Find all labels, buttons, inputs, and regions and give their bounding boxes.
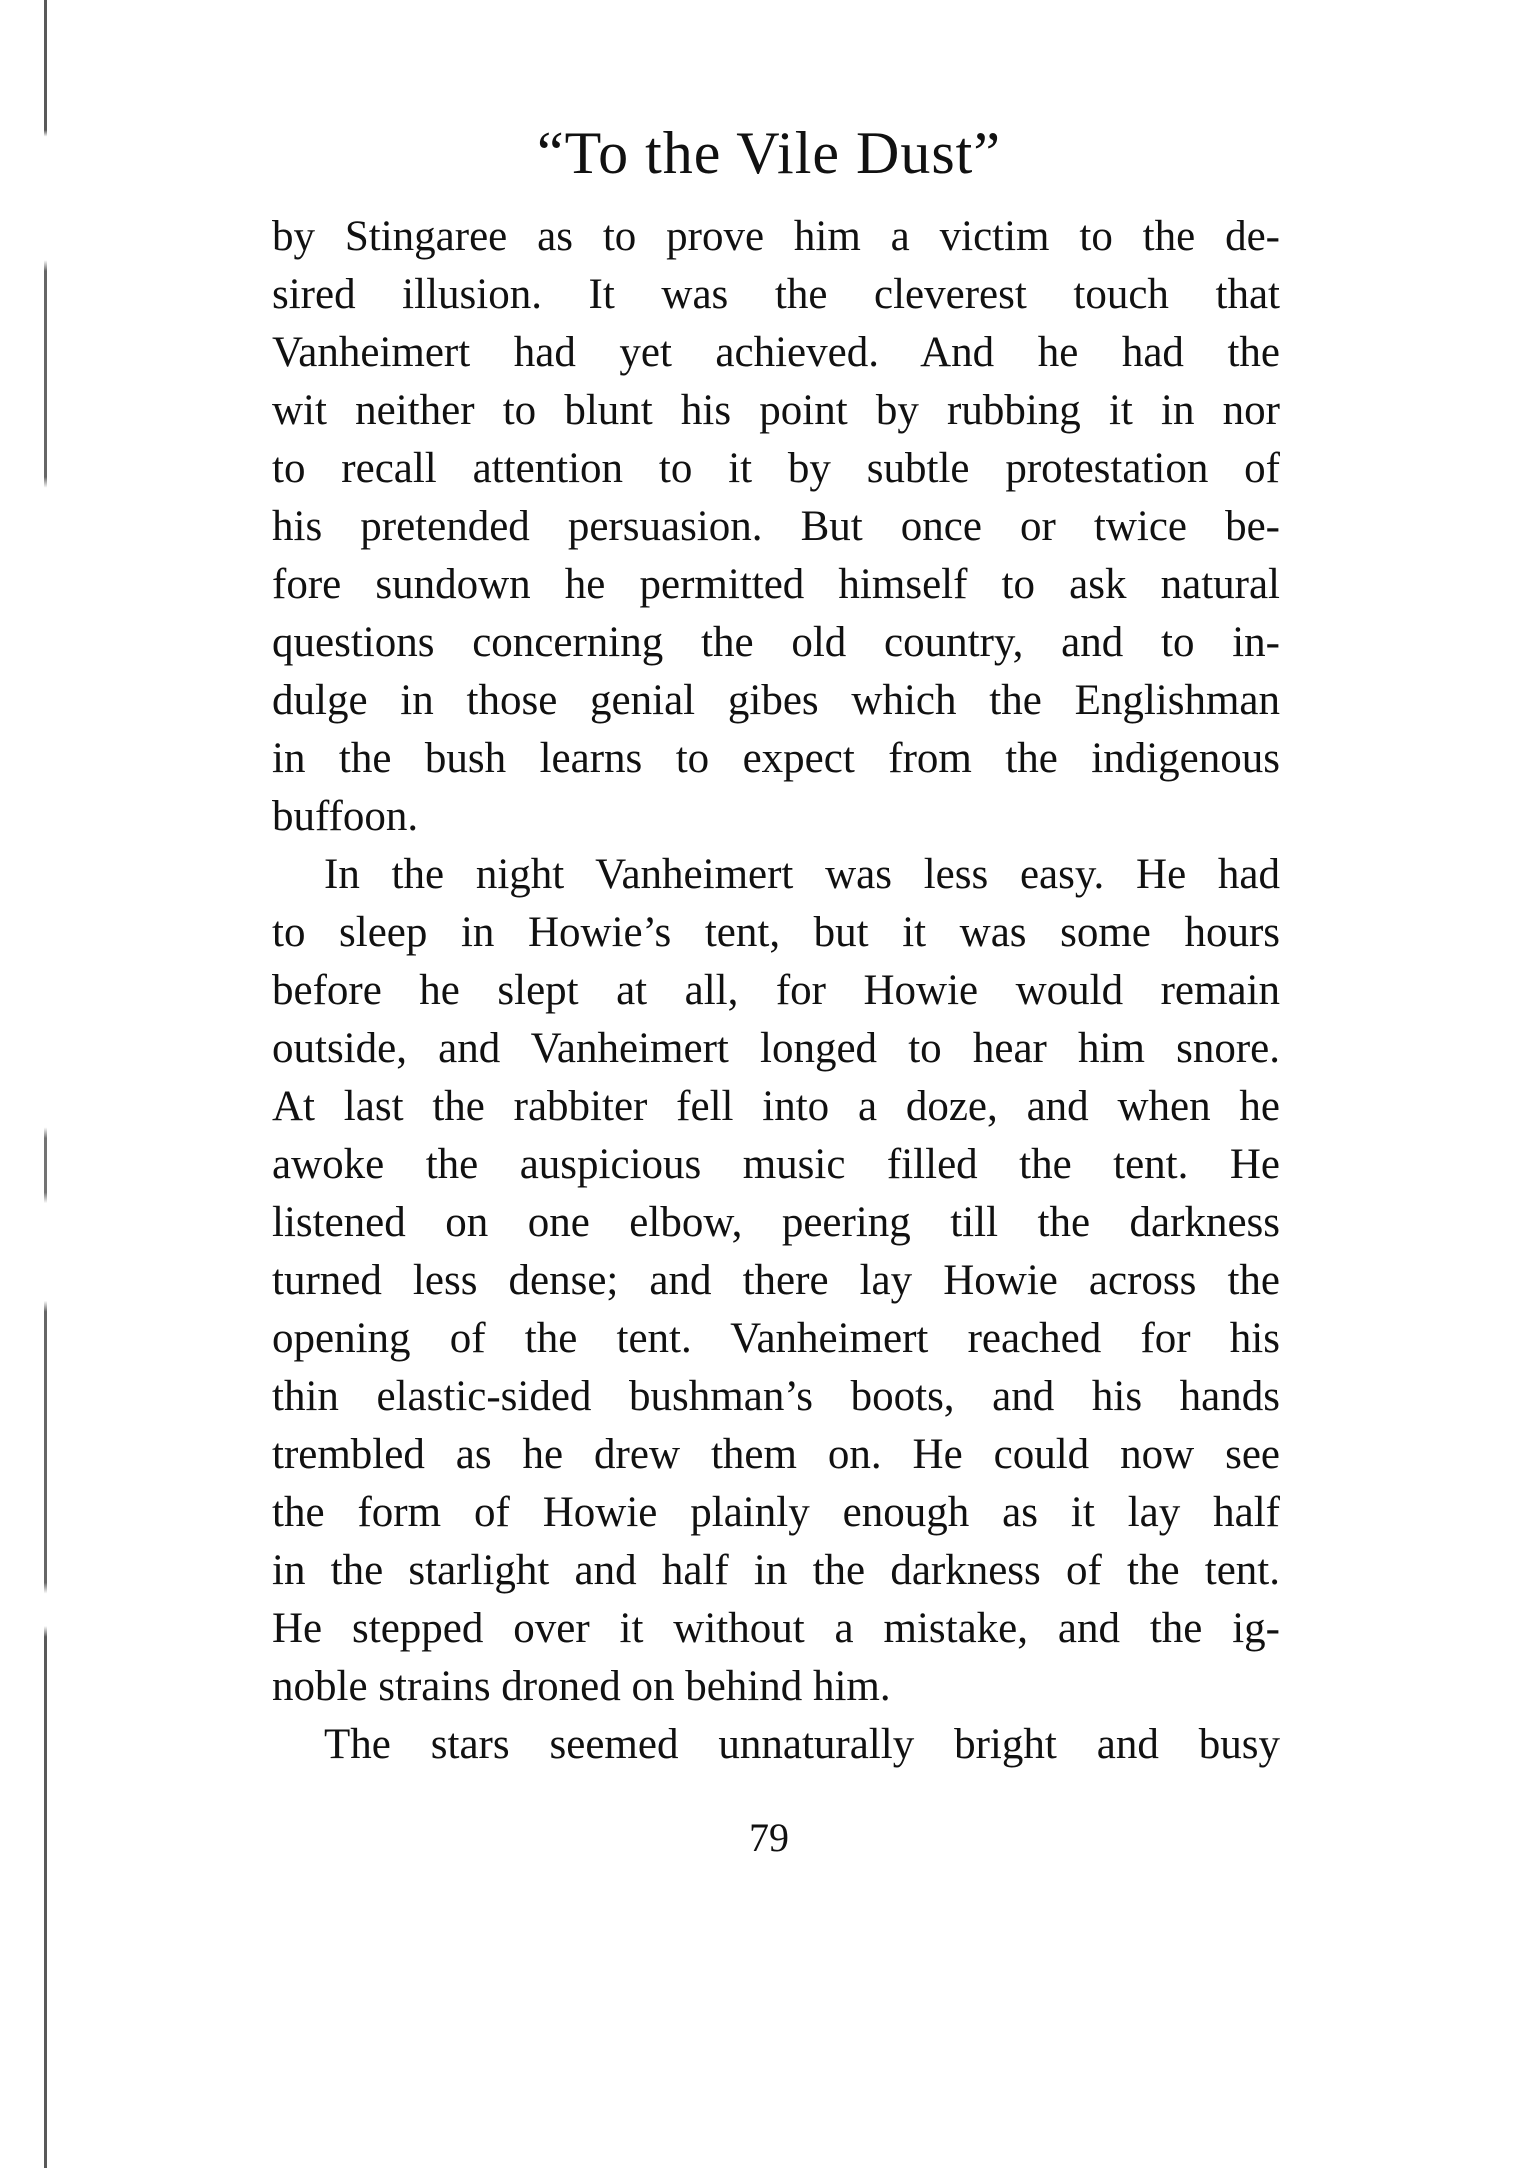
text-line: At last the rabbiter fell into a doze, and when he xyxy=(272,1083,1280,1130)
page-number: 79 xyxy=(749,1815,789,1860)
text-line: to recall attention to it by subtle protestation of xyxy=(272,445,1280,492)
text-line: awoke the auspicious music filled the tent. He xyxy=(272,1141,1280,1188)
text-line: to sleep in Howie’s tent, but it was some hours xyxy=(272,909,1280,956)
text-line: outside, and Vanheimert longed to hear him snore. xyxy=(272,1025,1280,1072)
text-line: in the bush learns to expect from the indigenous xyxy=(272,735,1280,782)
text-line: trembled as he drew them on. He could now see xyxy=(272,1431,1280,1478)
text-line: wit neither to blunt his point by rubbing it in nor xyxy=(272,387,1280,434)
text-line: sired illusion. It was the cleverest touch that xyxy=(272,271,1280,318)
text-line: noble strains droned on behind him. xyxy=(272,1663,891,1710)
text-line: buffoon. xyxy=(272,793,419,840)
body-text xyxy=(272,208,1280,1774)
text-line: his pretended persuasion. But once or twice be- xyxy=(272,503,1280,550)
text-line: Vanheimert had yet achieved. And he had the xyxy=(272,329,1280,376)
paragraph-start-line: The stars seemed unnaturally bright and busy xyxy=(324,1721,1280,1768)
text-line: listened on one elbow, peering till the darkness xyxy=(272,1199,1280,1246)
running-title: “To the Vile Dust” xyxy=(537,120,1001,186)
text-line: in the starlight and half in the darkness of the tent. xyxy=(272,1547,1280,1594)
text-line: turned less dense; and there lay Howie across the xyxy=(272,1257,1280,1304)
text-line: by Stingaree as to prove him a victim to the de- xyxy=(272,213,1280,260)
text-line: before he slept at all, for Howie would remain xyxy=(272,967,1280,1014)
text-line: questions concerning the old country, and to in- xyxy=(272,619,1280,666)
paragraph-start-line: In the night Vanheimert was less easy. He had xyxy=(324,851,1280,898)
text-line: fore sundown he permitted himself to ask natural xyxy=(272,561,1280,608)
text-line: thin elastic-sided bushman’s boots, and his hands xyxy=(272,1373,1280,1420)
text-line: the form of Howie plainly enough as it lay half xyxy=(272,1489,1280,1536)
text-line: dulge in those genial gibes which the Englishman xyxy=(272,677,1280,724)
text-line: He stepped over it without a mistake, and the ig- xyxy=(272,1605,1280,1652)
text-line: opening of the tent. Vanheimert reached for his xyxy=(272,1315,1280,1362)
